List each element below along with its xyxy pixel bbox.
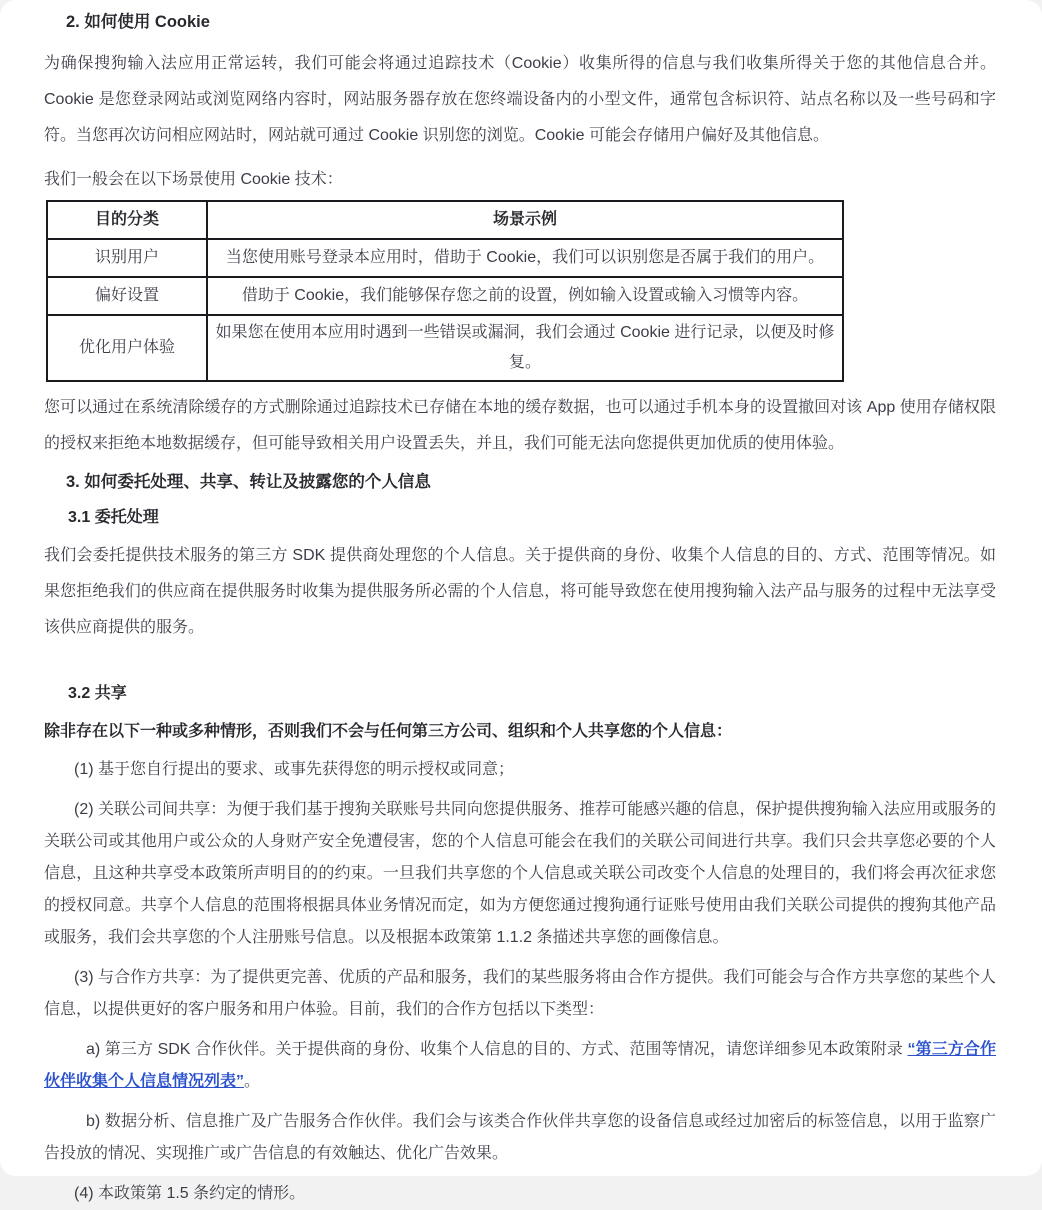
sharing-item-4: (4) 本政策第 1.5 条约定的情形。: [74, 1185, 306, 1202]
sharing-item-1: (1) 基于您自行提出的要求、或事先获得您的明示授权或同意；: [74, 761, 515, 778]
column-header-purpose: 目的分类: [47, 201, 207, 239]
sharing-lead-paragraph: 除非存在以下一种或多种情形，否则我们不会与任何第三方公司、组织和个人共享您的个人信息：: [44, 723, 733, 740]
section-2-heading: 2. 如何使用 Cookie: [66, 13, 210, 31]
sharing-item-3b: b) 数据分析、信息推广及广告服务合作伙伴。我们会与该类合作伙伴共享您的设备信息或经过加密后的标签信息，以用于监察广告投放的情况、实现推广或广告信息的有效触达、优化广告效果。: [44, 1113, 996, 1162]
table-row: [47, 239, 843, 277]
section-3-1-heading: 3.1 委托处理: [68, 509, 159, 526]
clear-cache-paragraph: 您可以通过在系统清除缓存的方式删除通过追踪技术已存储在本地的缓存数据，也可以通过手机本身的设置撤回对该 App 使用存储权限的授权来拒绝本地数据缓存，但可能导致相关用户设置丢失，并且，我们可能无法向您提供更加优质的使用体验。: [44, 399, 996, 452]
table-header-row: [47, 201, 843, 239]
sharing-item-3a: [44, 1034, 996, 1098]
sharing-item-3: (3) 与合作方共享：为了提供更完善、优质的产品和服务，我们的某些服务将由合作方提供。我们可能会与合作方共享您的某些个人信息，以提供更好的客户服务和用户体验。目前，我们的合作方包括以下类型：: [44, 969, 996, 1018]
sharing-item-3a-text: a) 第三方 SDK 合作伙伴。关于提供商的身份、收集个人信息的目的、方式、范围等情况，请您详细参见本政策附录: [86, 1041, 903, 1058]
column-header-example: 场景示例: [207, 201, 843, 239]
table-row: [47, 277, 843, 315]
sharing-item-2: (2) 关联公司间共享：为便于我们基于搜狗关联账号共同向您提供服务、推荐可能感兴趣的信息，保护提供搜狗输入法应用或服务的关联公司或其他用户或公众的人身财产安全免遭侵害，您的个人信息可能会在我们的关联公司间进行共享。我们只会共享您必要的个人信息，且这种共享受本政策所声明目的的约束。一旦我们共享您的个人信息或关联公司改变个人信息的处理目的，我们将会再次征求您的授权同意。共享个人信息的范围将根据具体业务情况而定，如为方便您通过搜狗通行证账号使用由我们关联公司提供的搜狗其他产品或服务，我们会共享您的个人注册账号信息。以及根据本政策第 1.1.2 条描述共享您的画像信息。: [44, 801, 996, 946]
entrust-processing-paragraph: 我们会委托提供技术服务的第三方 SDK 提供商处理您的个人信息。关于提供商的身份、收集个人信息的目的、方式、范围等情况。如果您拒绝我们的供应商在提供服务时收集为提供服务所必需的个人信息，将可能导致您在使用搜狗输入法产品与服务的过程中无法享受该供应商提供的服务。: [44, 547, 996, 636]
cookie-intro-paragraph: 为确保搜狗输入法应用正常运转，我们可能会将通过追踪技术（Cookie）收集所得的信息与我们收集所得关于您的其他信息合并。Cookie 是您登录网站或浏览网络内容时，网站服务器存放在您终端设备内的小型文件，通常包含标识符、站点名称以及一些号码和字符。当您再次访问相应网站时，网站就可通过 Cookie 识别您的浏览。Cookie 可能会存储用户偏好及其他信息。: [44, 55, 996, 144]
cell-example: 当您使用账号登录本应用时，借助于 Cookie，我们可以识别您是否属于我们的用户。: [207, 239, 843, 277]
sharing-item-3a-period: 。: [244, 1073, 261, 1090]
cookie-scenes-lead: 我们一般会在以下场景使用 Cookie 技术：: [44, 171, 343, 188]
cell-example: 借助于 Cookie，我们能够保存您之前的设置，例如输入设置或输入习惯等内容。: [207, 277, 843, 315]
cookie-usage-table: [46, 200, 844, 382]
cell-purpose: 识别用户: [47, 239, 207, 277]
table-row: [47, 315, 843, 381]
cell-purpose: 优化用户体验: [47, 315, 207, 381]
third-party-sdk-list-link[interactable]: “第三方合作伙伴收集个人信息情况列表”: [44, 1041, 996, 1090]
section-3-2-heading: 3.2 共享: [68, 685, 127, 702]
section-3-heading: 3. 如何委托处理、共享、转让及披露您的个人信息: [66, 473, 431, 491]
cell-example: 如果您在使用本应用时遇到一些错误或漏洞，我们会通过 Cookie 进行记录，以便及时修复。: [207, 315, 843, 381]
cell-purpose: 偏好设置: [47, 277, 207, 315]
